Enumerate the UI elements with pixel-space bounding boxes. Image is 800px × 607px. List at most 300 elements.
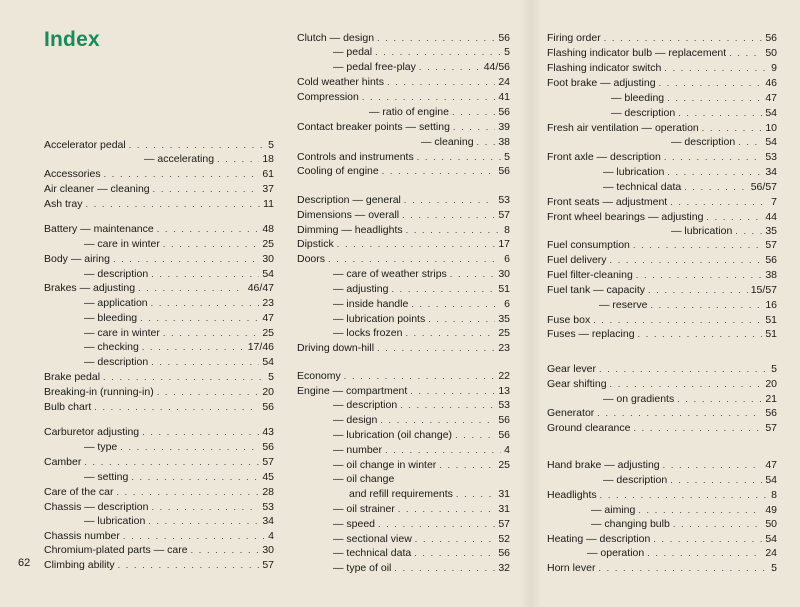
- index-entry-page: 54: [765, 136, 777, 148]
- index-entry-page: 5: [504, 151, 510, 163]
- index-entry: [591, 517, 777, 531]
- index-entry: [84, 470, 274, 484]
- index-entry-page: 56: [498, 32, 510, 44]
- dot-leader: [417, 150, 501, 164]
- index-entry: [84, 326, 274, 340]
- dot-leader: [419, 60, 481, 74]
- dot-leader: [702, 121, 763, 135]
- index-entry: [547, 76, 777, 90]
- index-entry-label: Dipstick: [297, 238, 334, 250]
- dot-leader: [394, 561, 495, 575]
- index-entry: [84, 514, 274, 528]
- index-entry-page: 22: [498, 370, 510, 382]
- index-entry-label: — number: [333, 444, 383, 456]
- index-entry-page: 48: [262, 223, 274, 235]
- index-entry: [333, 428, 510, 442]
- dot-leader: [378, 517, 495, 531]
- index-entry-label: Front wheel bearings — adjusting: [547, 211, 704, 223]
- dot-leader: [163, 237, 259, 251]
- dot-leader: [647, 546, 762, 560]
- dot-leader: [151, 296, 260, 310]
- index-entry: [547, 406, 777, 420]
- index-entry-page: 51: [765, 328, 777, 340]
- index-entry-label: Doors: [297, 253, 326, 265]
- dot-leader: [604, 31, 763, 45]
- index-entry-label: — application: [84, 297, 148, 309]
- index-entry-label: — ratio of engine: [369, 106, 449, 118]
- index-entry-page: 46/47: [247, 282, 274, 294]
- index-entry: [297, 384, 510, 398]
- index-entry: [297, 252, 510, 266]
- index-entry: [44, 500, 274, 514]
- index-entry: [297, 31, 510, 45]
- index-entry: [297, 208, 510, 222]
- index-entry: [547, 61, 777, 75]
- dot-leader: [142, 340, 245, 354]
- index-entry-page: 17: [498, 238, 510, 250]
- dot-leader: [375, 45, 501, 59]
- index-entry: [44, 252, 274, 266]
- index-entry-label: — accelerating: [144, 153, 215, 165]
- index-entry: [333, 502, 510, 516]
- index-entry-label: Bulb chart: [44, 401, 92, 413]
- index-entry-page: 54: [765, 474, 777, 486]
- index-entry-page: 15/57: [750, 284, 777, 296]
- index-entry: [547, 238, 777, 252]
- index-entry-page: 30: [498, 268, 510, 280]
- index-entry-label: Contact breaker points — setting: [297, 121, 450, 133]
- index-entry: [333, 45, 510, 59]
- index-entry-page: 56: [765, 407, 777, 419]
- dot-leader: [598, 561, 768, 575]
- index-entry-page: 5: [268, 139, 274, 151]
- index-entry-label: — lubrication points: [333, 313, 426, 325]
- index-entry: [547, 532, 777, 546]
- dot-leader: [157, 222, 260, 236]
- index-entry-label: Chassis number: [44, 530, 120, 542]
- index-entry-label: Camber: [44, 456, 82, 468]
- dot-leader: [405, 326, 495, 340]
- index-entry-page: 5: [771, 562, 777, 574]
- index-entry-page: 56: [262, 401, 274, 413]
- index-entry-label: Body — airing: [44, 253, 110, 265]
- index-entry-label: Description — general: [297, 194, 401, 206]
- dot-leader: [142, 425, 259, 439]
- index-entry-page: 56: [498, 165, 510, 177]
- index-entry-page: 56: [498, 414, 510, 426]
- index-entry: [603, 180, 777, 194]
- dot-leader: [453, 120, 495, 134]
- index-entry: [44, 222, 274, 236]
- dot-leader: [153, 182, 260, 196]
- dot-leader: [86, 197, 261, 211]
- index-entry: [44, 281, 274, 295]
- index-entry-page: 49: [765, 504, 777, 516]
- index-entry-label: and refill requirements: [349, 488, 453, 500]
- dot-leader: [428, 312, 495, 326]
- index-entry-label: Cold weather hints: [297, 76, 384, 88]
- index-entry-page: 44: [765, 211, 777, 223]
- index-entry: [44, 485, 274, 499]
- index-entry-label: — description: [671, 136, 736, 148]
- index-entry: [547, 362, 777, 376]
- index-entry-page: 47: [262, 312, 274, 324]
- index-entry-label: — lubrication: [84, 515, 146, 527]
- index-entry-label: — description: [603, 474, 668, 486]
- index-entry-page: 57: [765, 239, 777, 251]
- index-entry-label: Economy: [297, 370, 341, 382]
- index-entry: [144, 152, 274, 166]
- index-entry: [84, 267, 274, 281]
- dot-leader: [84, 455, 259, 469]
- dot-leader: [650, 298, 762, 312]
- index-entry-label: — type of oil: [333, 562, 392, 574]
- index-entry: [547, 268, 777, 282]
- page-gutter-shadow: [520, 0, 542, 607]
- index-entry: [333, 458, 510, 472]
- index-entry-label: Controls and instruments: [297, 151, 414, 163]
- index-entry-label: Compression: [297, 91, 359, 103]
- dot-leader: [597, 406, 762, 420]
- index-entry-label: Accessories: [44, 168, 101, 180]
- index-entry: [603, 165, 777, 179]
- index-entry-page: 8: [504, 224, 510, 236]
- index-entry: [333, 297, 510, 311]
- index-entry-label: — description: [84, 268, 149, 280]
- dot-leader: [450, 267, 496, 281]
- dot-leader: [670, 195, 768, 209]
- dot-leader: [633, 421, 762, 435]
- index-entry-page: 35: [498, 313, 510, 325]
- index-entry: [603, 473, 777, 487]
- index-entry-label: — type: [84, 441, 118, 453]
- index-entry: [547, 31, 777, 45]
- index-entry: [547, 488, 777, 502]
- dot-leader: [610, 377, 763, 391]
- index-entry: [547, 210, 777, 224]
- index-entry: [44, 370, 274, 384]
- index-entry-page: 53: [498, 194, 510, 206]
- index-entry: [44, 182, 274, 196]
- dot-leader: [664, 61, 768, 75]
- page-title: Index: [44, 28, 100, 51]
- index-entry-label: Fuses — replacing: [547, 328, 635, 340]
- dot-leader: [382, 164, 496, 178]
- dot-leader: [362, 90, 495, 104]
- index-entry: [84, 340, 274, 354]
- index-entry-page: 6: [504, 298, 510, 310]
- index-entry: [333, 267, 510, 281]
- index-entry-page: 34: [765, 166, 777, 178]
- index-entry-page: 9: [771, 62, 777, 74]
- dot-leader: [663, 458, 763, 472]
- index-entry-page: 6: [504, 253, 510, 265]
- dot-leader: [667, 91, 762, 105]
- dot-leader: [328, 252, 501, 266]
- index-entry-label: Engine — compartment: [297, 385, 408, 397]
- index-entry-page: 54: [765, 533, 777, 545]
- dot-leader: [455, 428, 495, 442]
- index-entry-page: 52: [498, 533, 510, 545]
- index-entry-label: Brakes — adjusting: [44, 282, 136, 294]
- dot-leader: [670, 473, 762, 487]
- index-entry-page: 57: [765, 422, 777, 434]
- index-entry: [333, 60, 510, 74]
- index-entry-label: Clutch — design: [297, 32, 375, 44]
- index-entry-page: 20: [262, 386, 274, 398]
- index-entry-label: — sectional view: [333, 533, 412, 545]
- dot-leader: [673, 517, 763, 531]
- index-entry-label: — lubrication (oil change): [333, 429, 453, 441]
- index-entry: [547, 150, 777, 164]
- index-entry-label: — oil strainer: [333, 503, 395, 515]
- index-entry: [333, 326, 510, 340]
- index-entry-label: Air cleaner — cleaning: [44, 183, 150, 195]
- dot-leader: [738, 135, 762, 149]
- index-entry-page: 30: [262, 544, 274, 556]
- dot-leader: [404, 193, 495, 207]
- index-entry-page: 23: [262, 297, 274, 309]
- index-entry: [333, 413, 510, 427]
- index-entry: [297, 120, 510, 134]
- dot-leader: [653, 532, 762, 546]
- dot-leader: [648, 283, 748, 297]
- index-entry: [547, 195, 777, 209]
- dot-leader: [385, 443, 501, 457]
- dot-leader: [151, 355, 259, 369]
- index-entry-label: Headlights: [547, 489, 597, 501]
- dot-leader: [706, 210, 762, 224]
- index-entry-page: 47: [765, 459, 777, 471]
- index-entry-page: 18: [262, 153, 274, 165]
- index-entry-label: — setting: [84, 471, 129, 483]
- index-entry-page: 34: [262, 515, 274, 527]
- index-entry: [547, 283, 777, 297]
- index-entry-label: — on gradients: [603, 393, 675, 405]
- dot-leader: [402, 208, 495, 222]
- index-entry-page: 43: [262, 426, 274, 438]
- index-entry: [44, 167, 274, 181]
- dot-leader: [140, 311, 259, 325]
- index-entry: [369, 105, 510, 119]
- index-entry-page: 56: [498, 429, 510, 441]
- index-entry-page: 13: [498, 385, 510, 397]
- dot-leader: [118, 558, 260, 572]
- index-entry-page: 57: [262, 456, 274, 468]
- index-entry: [297, 193, 510, 207]
- index-entry: [611, 91, 777, 105]
- index-entry: [333, 532, 510, 546]
- index-entry-label: — care in winter: [84, 238, 160, 250]
- index-entry: [44, 543, 274, 557]
- dot-leader: [138, 281, 245, 295]
- index-entry: [333, 282, 510, 296]
- dot-leader: [148, 514, 259, 528]
- index-entry-page: 17/46: [247, 341, 274, 353]
- index-entry-page: 57: [262, 559, 274, 571]
- dot-leader: [678, 106, 762, 120]
- index-entry-page: 16: [765, 299, 777, 311]
- dot-leader: [593, 313, 762, 327]
- index-entry: [599, 298, 777, 312]
- index-entry-label: Brake pedal: [44, 371, 101, 383]
- index-entry-page: 23: [498, 342, 510, 354]
- dot-leader: [406, 223, 502, 237]
- index-entry-page: 54: [765, 107, 777, 119]
- index-entry-page: 8: [771, 489, 777, 501]
- index-entry-label: — design: [333, 414, 378, 426]
- index-entry-page: 21: [765, 393, 777, 405]
- index-entry-label: Ash tray: [44, 198, 83, 210]
- index-entry-page: 57: [498, 518, 510, 530]
- index-entry-label: Breaking-in (running-in): [44, 386, 154, 398]
- index-entry-page: 57: [498, 209, 510, 221]
- dot-leader: [123, 529, 265, 543]
- index-entry-label: — technical data: [603, 181, 682, 193]
- index-entry: [297, 341, 510, 355]
- index-entry: [333, 517, 510, 531]
- dot-leader: [638, 327, 763, 341]
- index-entry-label: — reserve: [599, 299, 648, 311]
- dot-leader: [667, 165, 762, 179]
- index-entry-page: 5: [771, 363, 777, 375]
- dot-leader: [664, 150, 763, 164]
- dot-leader: [217, 152, 259, 166]
- index-entry: [297, 164, 510, 178]
- index-entry-page: 50: [765, 47, 777, 59]
- index-entry: [297, 369, 510, 383]
- index-entry: [297, 90, 510, 104]
- index-entry-label: — lubrication: [671, 225, 733, 237]
- index-entry-label: Generator: [547, 407, 595, 419]
- index-entry: [84, 296, 274, 310]
- dot-leader: [104, 167, 260, 181]
- index-entry-page: 31: [498, 503, 510, 515]
- index-entry-label: Flashing indicator switch: [547, 62, 662, 74]
- index-entry-page: 25: [498, 459, 510, 471]
- index-entry-label: — description: [611, 107, 676, 119]
- dot-leader: [456, 487, 495, 501]
- dot-leader: [377, 341, 495, 355]
- index-entry: [547, 46, 777, 60]
- dot-leader: [113, 252, 259, 266]
- index-entry: [333, 546, 510, 560]
- index-entry-page: 56: [498, 106, 510, 118]
- index-entry-label: — locks frozen: [333, 327, 403, 339]
- index-entry-label: Ground clearance: [547, 422, 631, 434]
- index-entry: [44, 138, 274, 152]
- index-entry-page: 54: [262, 356, 274, 368]
- index-entry: [547, 313, 777, 327]
- index-entry: [349, 487, 510, 501]
- index-entry-page: 56: [498, 547, 510, 559]
- index-entry: [547, 421, 777, 435]
- index-entry: [587, 546, 777, 560]
- index-entry-label: — care of weather strips: [333, 268, 447, 280]
- index-entry-label: — lubrication: [603, 166, 665, 178]
- index-entry-label: — pedal free-play: [333, 61, 416, 73]
- index-entry: [547, 253, 777, 267]
- index-entry-label: Heating — description: [547, 533, 651, 545]
- index-entry-label: Fresh air ventilation — operation: [547, 122, 699, 134]
- index-entry-page: 38: [498, 136, 510, 148]
- index-entry: [333, 561, 510, 575]
- index-entry-page: 31: [498, 488, 510, 500]
- index-entry-page: 44/56: [483, 61, 510, 73]
- index-entry-label: — speed: [333, 518, 376, 530]
- index-entry-page: 32: [498, 562, 510, 574]
- index-entry-label: Cooling of engine: [297, 165, 379, 177]
- dot-leader: [599, 362, 768, 376]
- index-entry-page: 24: [765, 547, 777, 559]
- index-entry-label: Climbing ability: [44, 559, 115, 571]
- index-entry: [547, 327, 777, 341]
- page-number: 62: [18, 557, 31, 569]
- index-entry-label: — description: [333, 399, 398, 411]
- dot-leader: [411, 297, 501, 311]
- index-entry: [547, 121, 777, 135]
- index-entry-page: 39: [498, 121, 510, 133]
- index-entry-label: — bleeding: [611, 92, 665, 104]
- dot-leader: [477, 135, 496, 149]
- index-entry-page: 10: [765, 122, 777, 134]
- index-entry: [547, 377, 777, 391]
- index-entry-label: Gear lever: [547, 363, 597, 375]
- index-entry-label: Front axle — description: [547, 151, 661, 163]
- index-entry: [603, 392, 777, 406]
- dot-leader: [131, 470, 259, 484]
- dot-leader: [380, 413, 495, 427]
- index-entry-label: Foot brake — adjusting: [547, 77, 656, 89]
- dot-leader: [452, 105, 495, 119]
- dot-leader: [191, 543, 260, 557]
- dot-leader: [387, 75, 495, 89]
- index-entry: [547, 561, 777, 575]
- index-entry-page: 56: [765, 254, 777, 266]
- index-entry: [44, 197, 274, 211]
- dot-leader: [636, 268, 763, 282]
- index-entry-page: 56: [262, 441, 274, 453]
- dot-leader: [415, 532, 496, 546]
- index-entry-page: 56: [765, 32, 777, 44]
- index-entry: [421, 135, 510, 149]
- index-entry: [297, 223, 510, 237]
- index-entry: [44, 400, 274, 414]
- index-entry-page: 54: [262, 268, 274, 280]
- index-entry-page: 50: [765, 518, 777, 530]
- index-entry-label: — description: [84, 356, 149, 368]
- index-entry: [44, 425, 274, 439]
- index-entry-page: 35: [765, 225, 777, 237]
- index-entry-page: 53: [262, 501, 274, 513]
- index-entry: [84, 355, 274, 369]
- dot-leader: [677, 392, 762, 406]
- index-entry-page: 56/57: [750, 181, 777, 193]
- dot-leader: [729, 46, 762, 60]
- index-entry-label: Care of the car: [44, 486, 114, 498]
- index-entry-label: Carburetor adjusting: [44, 426, 140, 438]
- index-entry-label: Horn lever: [547, 562, 596, 574]
- index-entry: [671, 135, 777, 149]
- index-entry-label: Fuel tank — capacity: [547, 284, 646, 296]
- index-entry-page: 4: [504, 444, 510, 456]
- index-entry: [547, 458, 777, 472]
- index-entry-page: 51: [765, 314, 777, 326]
- index-entry-label: — adjusting: [333, 283, 389, 295]
- index-entry-label: Driving down-hill: [297, 342, 375, 354]
- index-entry: [671, 224, 777, 238]
- index-entry-label: Accelerator pedal: [44, 139, 126, 151]
